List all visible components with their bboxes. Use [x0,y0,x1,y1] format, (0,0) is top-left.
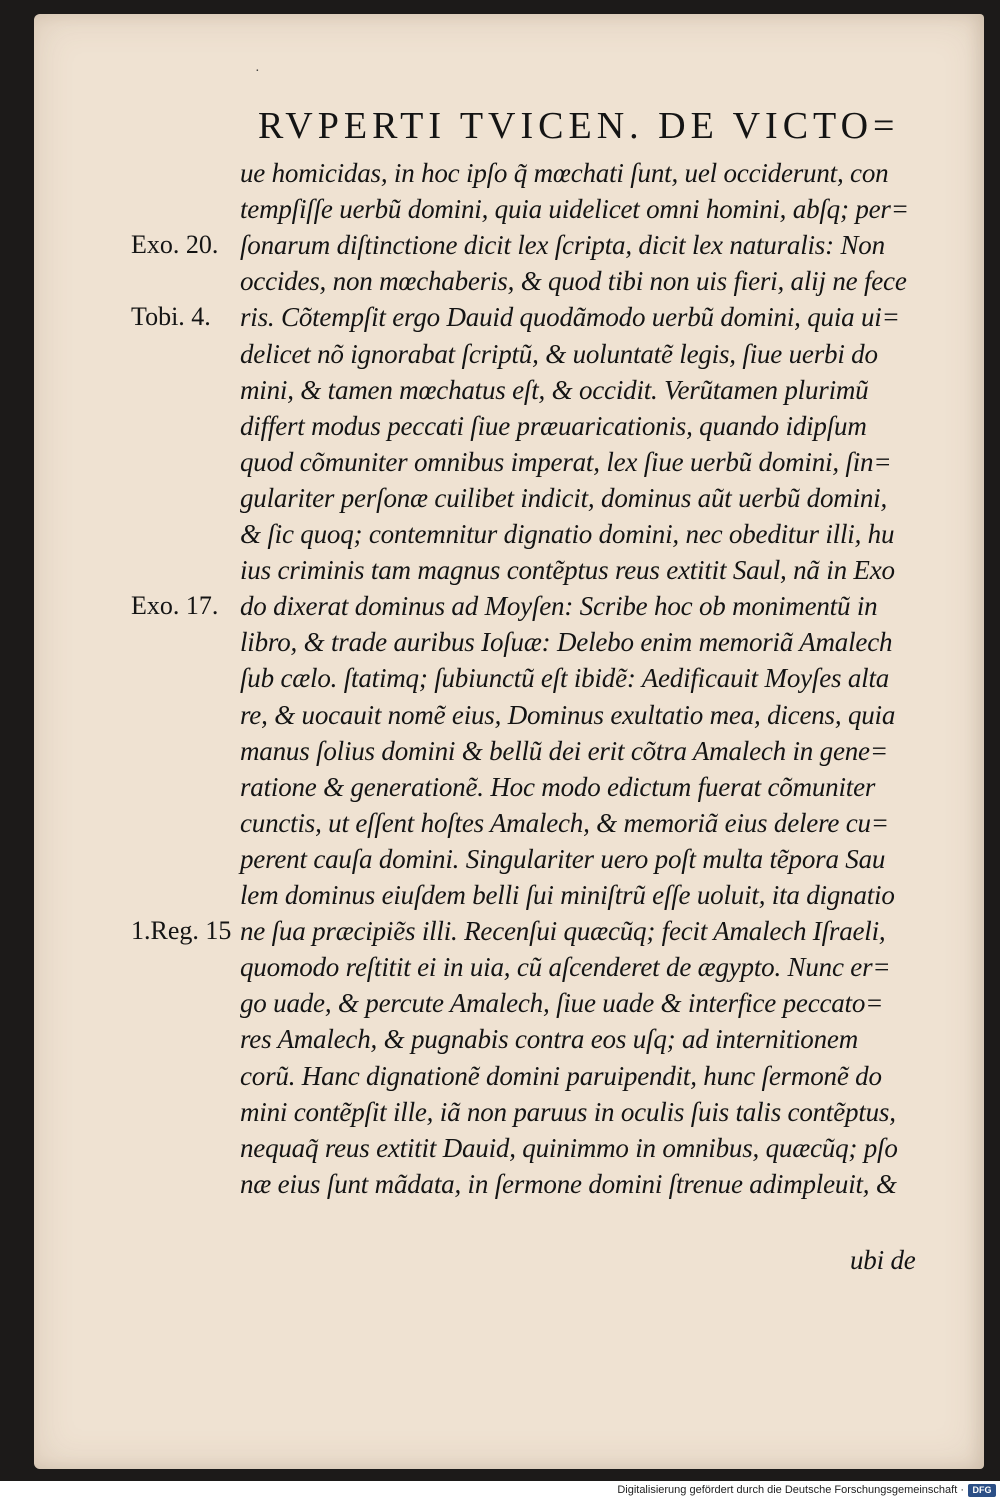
text-line: gulariter perſonæ cuilibet indicit, dominus aũt uerbũ domini, [240,482,888,513]
text-line: cunctis, ut eſſent hoſtes Amalech, & memoriã eius delere cu= [240,807,889,838]
footer-credit: Digitalisierung gefördert durch die Deutsche Forschungsgemeinschaft · [617,1484,964,1496]
text-line: ris. Cõtempſit ergo Dauid quodãmodo uerbũ domini, quia ui= [240,302,900,333]
text-line: nequaq̃ reus extitit Dauid, quinimmo in omnibus, quæcũq; pſo [240,1132,898,1163]
margin-note: Tobi. 4. [131,302,211,332]
running-header: RVPERTI TVICEN. DE VICTO= [258,105,900,147]
text-line: & ſic quoq; contemnitur dignatio domini, nec obeditur illi, hu [240,519,895,549]
text-line: delicet nõ ignorabat ſcriptũ, & uoluntatẽ legis, ſiue uerbi do [240,338,878,369]
catchword: ubi de [850,1245,916,1275]
text-line: perent cauſa domini. Singulariter uero poſt multa tẽpora Sau [240,843,886,874]
margin-note: 1.Reg. 15 [131,916,232,946]
text-line: go uade, & percute Amalech, ſiue uade & interfice peccato= [240,988,884,1019]
text-line: næ eius ſunt mãdata, in ſermone domini ſtrenue adimpleuit, & [240,1168,897,1199]
text-line: corũ. Hanc dignationẽ domini paruipendit, hunc ſermonẽ do [240,1060,882,1091]
page-mark: · [255,64,260,79]
text-line: manus ſolius domini & bellũ dei erit cõtra Amalech in gene= [240,735,888,766]
dfg-logo: DFG [968,1484,996,1497]
text-line: ue homicidas, in hoc ipſo q̃ mœchati ſunt, uel occiderunt, con [240,158,889,188]
text-line: ius criminis tam magnus contẽptus reus extitit Saul, nã in Exo [240,555,895,586]
text-line: mini contẽpſit ille, iã non paruus in oculis ſuis talis contẽptus, [240,1096,896,1127]
text-line: res Amalech, & pugnabis contra eos uſq; ad internitionem [240,1024,858,1055]
text-line: ſonarum diſtinctione dicit lex ſcripta, dicit lex naturalis: Non [240,230,885,261]
text-line: ſub cælo. ſtatimq; ſubiunctũ eſt ibidẽ: Aedificauit Moyſes alta [240,663,890,694]
text-line: do dixerat dominus ad Moyſen: Scribe hoc ob monimentũ in [240,591,878,622]
text-line: lem dominus eiuſdem belli ſui miniſtrũ eſſe uoluit, ita dignatio [240,880,895,910]
margin-note: Exo. 20. [131,230,219,260]
text-line: quod cõmuniter omnibus imperat, lex ſiue uerbũ domini, ſin= [240,446,892,477]
text-line: occides, non mœchaberis, & quod tibi non uis fieri, alij ne fece [240,266,907,297]
text-line: tempſiſſe uerbũ domini, quia uidelicet omni homini, abſq; per= [240,194,909,225]
text-line: mini, & tamen mœchatus eſt, & occidit. Verũtamen plurimũ [240,374,869,405]
text-line: ratione & generationẽ. Hoc modo edictum fuerat cõmuniter [240,771,876,802]
text-line: quomodo reſtitit ei in uia, cũ aſcenderet de ægypto. Nunc er= [240,952,891,983]
margin-note: Exo. 17. [131,591,219,621]
text-line: re, & uocauit nomẽ eius, Dominus exultatio mea, dicens, quia [240,699,896,730]
text-line: differt modus peccati ſiue præuaricationis, quando idipſum [240,410,867,441]
text-line: ne ſua præcipiẽs illi. Recenſui quæcũq; fecit Amalech Iſraeli, [240,916,886,947]
text-line: libro, & trade auribus Ioſuæ: Delebo enim memoriã Amalech [240,627,893,658]
